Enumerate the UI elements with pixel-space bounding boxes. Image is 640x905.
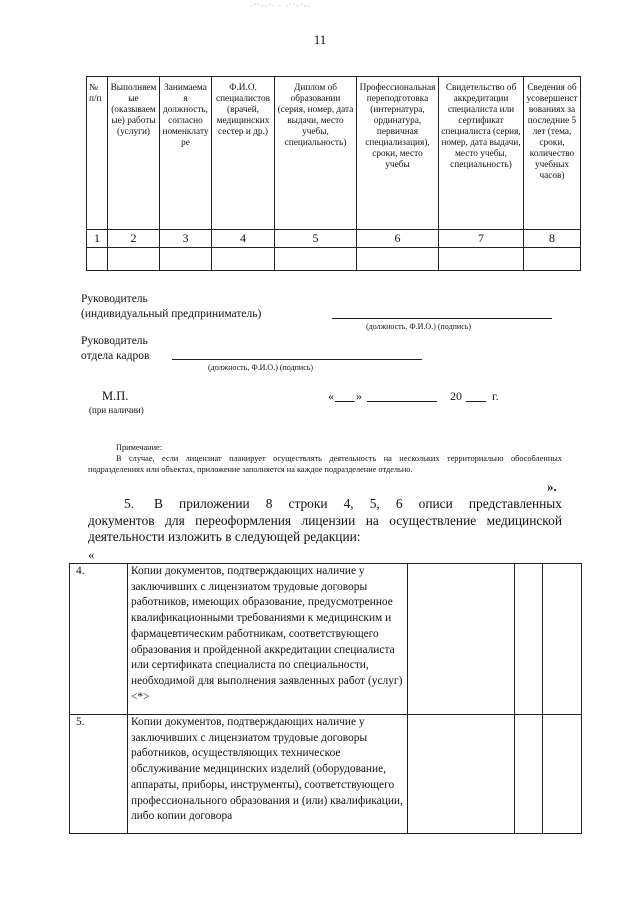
empty-cell — [408, 564, 515, 715]
scan-artifact: ·˜˙··˙· · ·˙˙·˙·· — [250, 2, 311, 11]
table-row — [70, 715, 582, 834]
head-signature-caption: (должность, Ф.И.О.) (подпись) — [366, 322, 472, 331]
column-number: 5 — [275, 230, 357, 248]
staff-table-empty-row — [87, 248, 581, 271]
column-number: 7 — [439, 230, 524, 248]
staff-table-number-row — [87, 230, 581, 248]
page-number: 11 — [313, 32, 327, 47]
date-year-suffix: г. — [492, 389, 499, 403]
row-number: 4. — [70, 564, 128, 715]
empty-cell — [87, 248, 108, 271]
date-year-line — [466, 401, 486, 402]
header-cell: Выполняемые (оказываемые) работы (услуги) — [108, 77, 160, 230]
date-open-quote: « — [328, 389, 334, 403]
column-number: 1 — [87, 230, 108, 248]
opening-quote: « — [88, 547, 95, 562]
staff-table-header-row — [87, 77, 581, 230]
head-label-sub: (индивидуальный предприниматель) — [81, 308, 262, 320]
header-cell: Свидетельство об аккредитации специалиста или сертификат специалиста (серия, номер, дата выдачи, место учебы, специальность) — [439, 77, 524, 230]
header-cell: Занимаемая должность, согласно номенклатуре — [160, 77, 212, 230]
hr-label: Руководитель — [81, 335, 148, 347]
empty-cell — [515, 564, 543, 715]
paragraph-number: 5. — [124, 496, 135, 511]
header-cell: Сведения об усовершенствованиях за последние 5 лет (тема, сроки, количество учебных часов) — [524, 77, 581, 230]
header-cell: Ф.И.О. специалистов (врачей, медицинских сестер и др.) — [212, 77, 275, 230]
empty-cell — [212, 248, 275, 271]
hr-signature-line — [172, 359, 422, 360]
row-text: Копии документов, подтверждающих наличие у заключивших с лицензиатом трудовые договоры работников, осуществляющих техническое обслуживание медицинских изделий (оборудование, аппараты, приборы, инструменты), соответствующего профессионального образования и (или) квалификации, либо копии договора — [128, 715, 408, 834]
column-number: 3 — [160, 230, 212, 248]
column-number: 8 — [524, 230, 581, 248]
column-number: 4 — [212, 230, 275, 248]
column-number: 6 — [357, 230, 439, 248]
staff-table — [86, 76, 581, 271]
row-text: Копии документов, подтверждающих наличие у заключивших с лицензиатом трудовые договоры работников, имеющих образование, предусмотренное квалификационными требованиями к медицинским и фармацевтическим работникам, соответствующего образования и пройденной аккредитации специалиста или сертификата специалиста по специальности, необходимой для выполнения заявленных работ (услуг) <*> — [128, 564, 408, 715]
empty-cell — [515, 715, 543, 834]
date-close-quote: » — [356, 389, 362, 403]
head-label: Руководитель — [81, 293, 148, 305]
column-number: 2 — [108, 230, 160, 248]
date-month-line — [367, 401, 437, 402]
hr-signature-caption: (должность, Ф.И.О.) (подпись) — [208, 363, 314, 372]
note-title: Примечание: — [116, 443, 163, 452]
header-cell: Профессиональная переподготовка (интернатура, ординатура, первичная специализация), сроки, место учебы — [357, 77, 439, 230]
note-text: В случае, если лицензиат планирует осуществлять деятельность на нескольких территориально обособленных подразделениях или объектах, приложение заполняется на каждое подразделение отдельно. — [88, 454, 562, 474]
seal-note: (при наличии) — [89, 405, 144, 415]
empty-cell — [275, 248, 357, 271]
date-year-prefix: 20 — [450, 389, 462, 403]
documents-table — [69, 563, 582, 834]
table-row — [70, 564, 582, 715]
empty-cell — [108, 248, 160, 271]
empty-cell — [543, 715, 582, 834]
header-cell: № п/п — [87, 77, 108, 230]
paragraph-first-text: В приложении 8 строки 4, 5, 6 описи представленных — [154, 496, 562, 511]
hr-label-sub: отдела кадров — [81, 350, 150, 362]
empty-cell — [160, 248, 212, 271]
closing-quote: ». — [547, 479, 557, 494]
empty-cell — [408, 715, 515, 834]
row-number: 5. — [70, 715, 128, 834]
empty-cell — [524, 248, 581, 271]
seal-label: М.П. — [102, 389, 129, 403]
empty-cell — [543, 564, 582, 715]
paragraph-5-first-line — [88, 496, 562, 512]
empty-cell — [439, 248, 524, 271]
head-signature-line — [332, 318, 552, 319]
paragraph-5-body: документов для переоформления лицензии на осуществление медицинской деятельности изложить в следующей редакции: — [88, 513, 562, 544]
date-day-line — [335, 401, 355, 402]
empty-cell — [357, 248, 439, 271]
header-cell: Диплом об образовании (серия, номер, дата выдачи, место учебы, специальность) — [275, 77, 357, 230]
